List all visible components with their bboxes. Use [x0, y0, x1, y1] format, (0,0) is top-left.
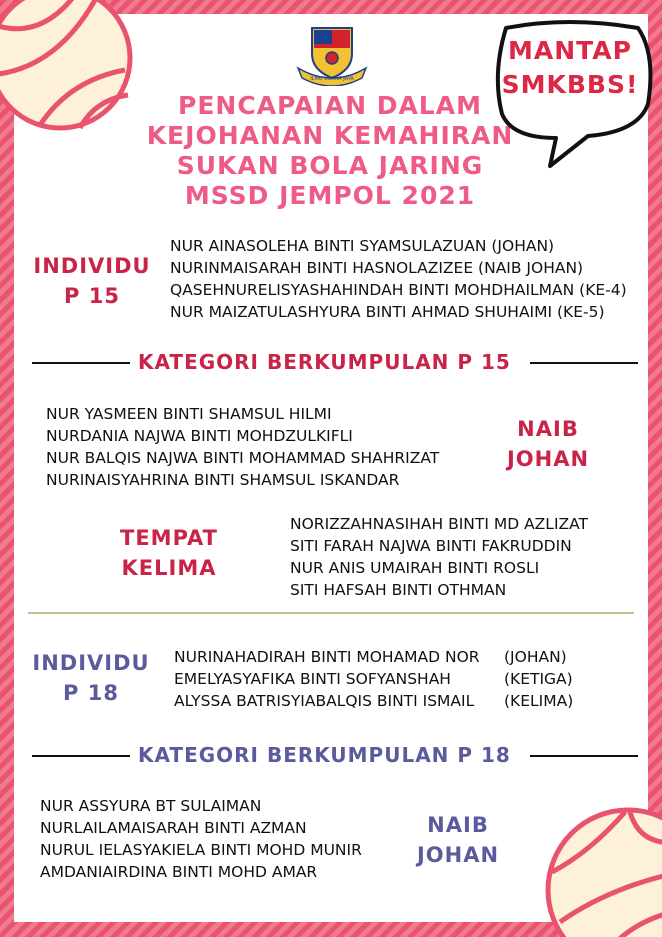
- list-item: NURINAISYAHRINA BINTI SHAMSUL ISKANDAR: [46, 471, 400, 489]
- heading-rule: [530, 755, 638, 757]
- title-line: SUKAN BOLA JARING: [176, 151, 484, 180]
- label-line: P 18: [63, 681, 119, 705]
- speech-bubble-text: [492, 34, 648, 102]
- list-item: NURLAILAMAISARAH BINTI AZMAN: [40, 819, 307, 837]
- section-title: KATEGORI BERKUMPULAN P 15: [138, 350, 511, 374]
- individual-p18-label: [24, 648, 158, 708]
- school-crest-logo: [296, 24, 368, 86]
- heading-rule: [32, 755, 130, 757]
- list-item: NORIZZAHNASIHAH BINTI MD AZLIZAT: [290, 515, 588, 533]
- list-item: SITI HAFSAH BINTI OTHMAN: [290, 581, 507, 599]
- entry-name: EMELYASYAFIKA BINTI SOFYANSHAH: [174, 670, 451, 688]
- bubble-line: MANTAP: [508, 36, 632, 65]
- heading-rule: [530, 362, 638, 364]
- label-line: P 15: [64, 284, 120, 308]
- award-line: NAIB: [427, 813, 489, 837]
- section-title: KATEGORI BERKUMPULAN P 18: [138, 743, 511, 767]
- award-line: JOHAN: [416, 843, 500, 867]
- list-item: [174, 690, 573, 712]
- group-p18-award: [398, 810, 518, 870]
- entry-rank: (KETIGA): [504, 670, 573, 688]
- entry-name: ALYSSA BATRISYIABALQIS BINTI ISMAIL: [174, 692, 475, 710]
- volleyball-icon: [530, 792, 662, 937]
- individual-p15-label: [28, 251, 156, 311]
- list-item: QASEHNURELISYASHAHINDAH BINTI MOHDHAILMAN (KE-4): [170, 281, 627, 299]
- group-p15-team1-list: [46, 403, 439, 491]
- group-p15-team1-award: [486, 414, 610, 474]
- section-heading-p18: [32, 743, 638, 767]
- group-p18-list: [40, 795, 362, 883]
- award-line: KELIMA: [121, 556, 217, 580]
- list-item: NUR MAIZATULASHYURA BINTI AHMAD SHUHAIMI (KE-5): [170, 303, 605, 321]
- list-item: [174, 646, 573, 668]
- award-line: NAIB: [517, 417, 579, 441]
- list-item: NUR ANIS UMAIRAH BINTI ROSLI: [290, 559, 540, 577]
- label-line: INDIVIDU: [33, 254, 151, 278]
- title-line: KEJOHANAN KEMAHIRAN: [146, 121, 514, 150]
- list-item: AMDANIAIRDINA BINTI MOHD AMAR: [40, 863, 318, 881]
- entry-rank: (JOHAN): [504, 648, 567, 666]
- list-item: [174, 668, 573, 690]
- entry-rank: (KELIMA): [504, 692, 574, 710]
- individual-p15-list: [170, 235, 627, 323]
- section-divider: [28, 612, 634, 614]
- heading-rule: [32, 362, 130, 364]
- group-p15-team2-list: [290, 513, 588, 601]
- entry-name: NURINAHADIRAH BINTI MOHAMAD NOR: [174, 648, 480, 666]
- label-line: INDIVIDU: [32, 651, 150, 675]
- list-item: SITI FARAH NAJWA BINTI FAKRUDDIN: [290, 537, 572, 555]
- list-item: NUR YASMEEN BINTI SHAMSUL HILMI: [46, 405, 332, 423]
- list-item: NURDANIA NAJWA BINTI MOHDZULKIFLI: [46, 427, 353, 445]
- bubble-line: SMKBBS!: [501, 70, 639, 99]
- title-line: MSSD JEMPOL 2021: [184, 181, 476, 210]
- list-item: NURINMAISARAH BINTI HASNOLAZIZEE (NAIB JOHAN): [170, 259, 584, 277]
- title-line: PENCAPAIAN DALAM: [178, 91, 482, 120]
- list-item: NUR BALQIS NAJWA BINTI MOHAMMAD SHAHRIZAT: [46, 449, 440, 467]
- award-line: TEMPAT: [120, 526, 218, 550]
- list-item: NURUL IELASYAKIELA BINTI MOHD MUNIR: [40, 841, 362, 859]
- group-p15-team2-award: [104, 523, 234, 583]
- award-line: JOHAN: [506, 447, 590, 471]
- section-heading-p15: [32, 350, 638, 374]
- list-item: NUR AINASOLEHA BINTI SYAMSULAZUAN (JOHAN): [170, 237, 555, 255]
- list-item: NUR ASSYURA BT SULAIMAN: [40, 797, 262, 815]
- individual-p18-list: [174, 646, 573, 712]
- crest-motto: ILMU USAHA JAYA: [310, 76, 354, 82]
